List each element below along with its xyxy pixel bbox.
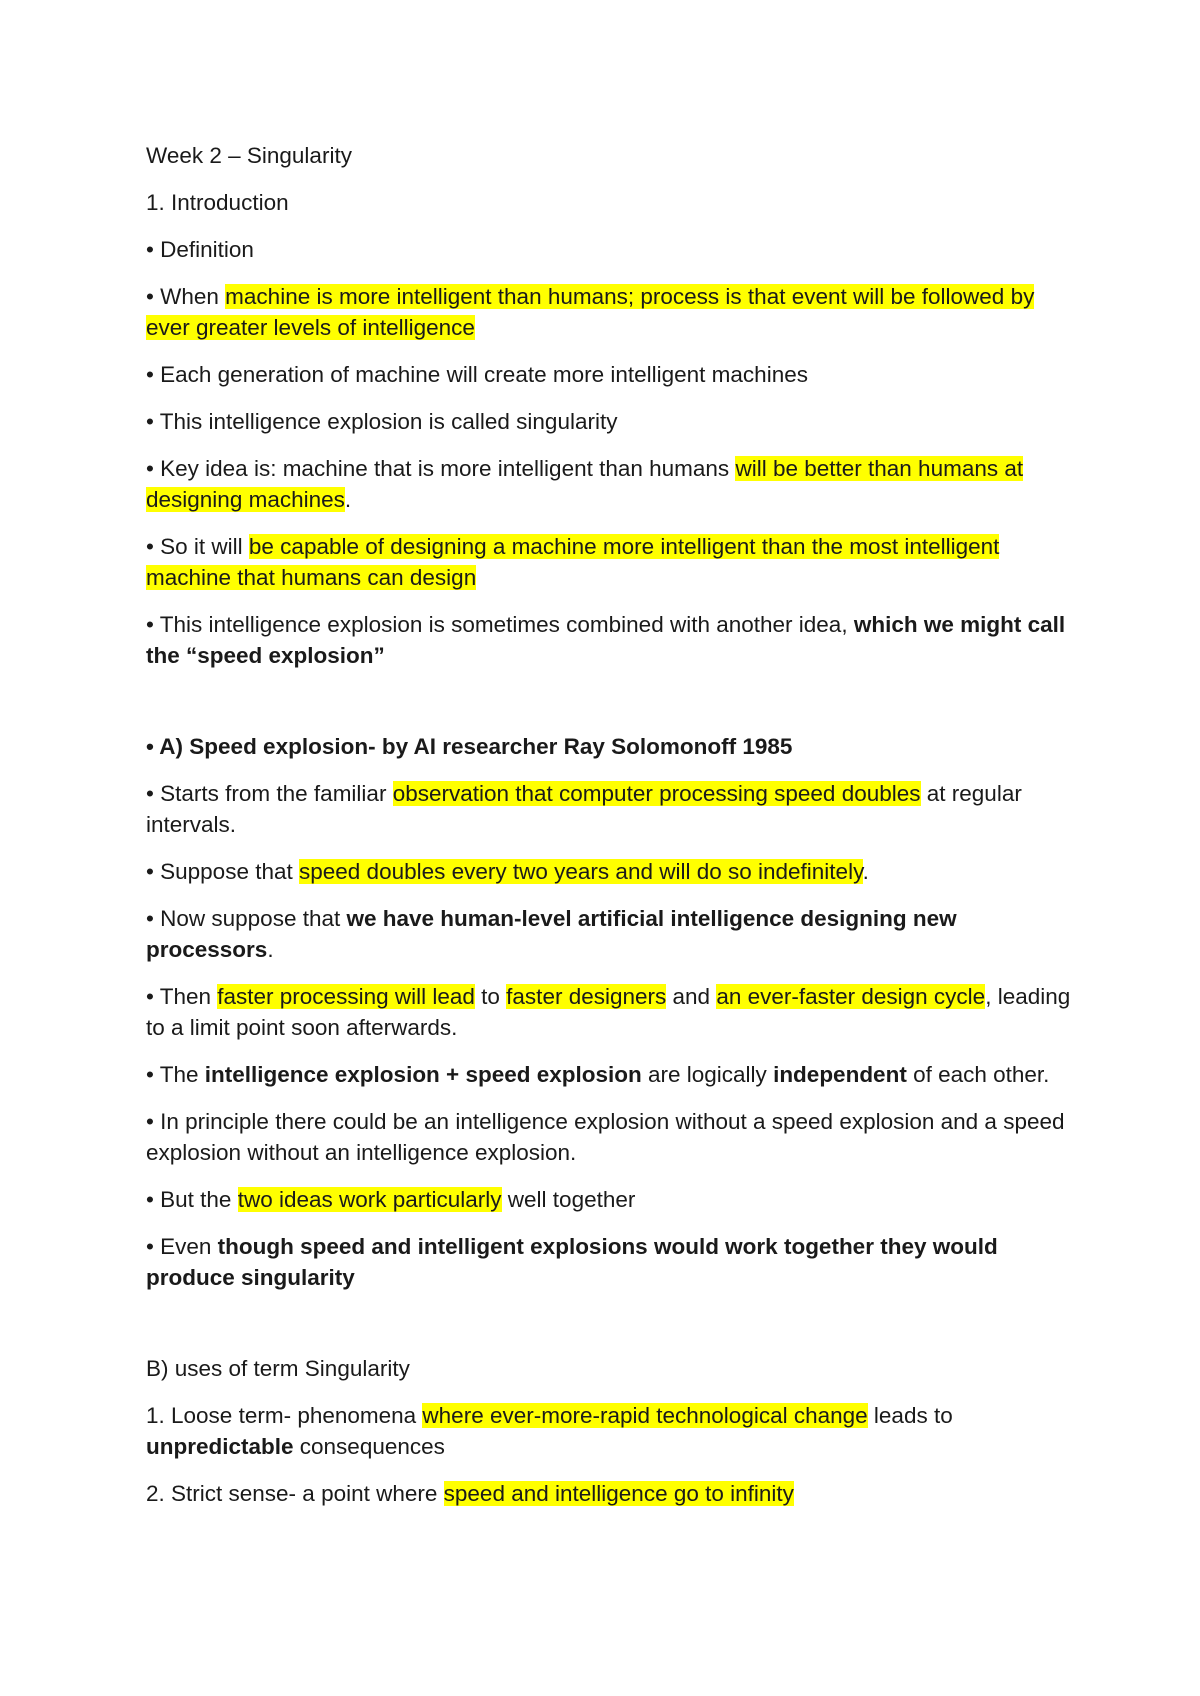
text-run: • Each generation of machine will create more intelligent machines xyxy=(146,362,808,387)
bold-text: we have human-level artificial intelligence designing new processors xyxy=(146,906,957,962)
document-paragraph xyxy=(146,406,1076,437)
document-paragraph xyxy=(146,531,1076,593)
text-run: • This intelligence explosion is called singularity xyxy=(146,409,618,434)
section-spacer xyxy=(146,1309,1076,1353)
document-paragraph xyxy=(146,1231,1076,1293)
document-title: Week 2 – Singularity xyxy=(146,143,352,168)
text-run: • But the xyxy=(146,1187,238,1212)
highlighted-text: where ever-more-rapid technological change xyxy=(422,1403,868,1428)
text-run: . xyxy=(344,487,352,512)
text-run: • Now suppose that xyxy=(146,906,347,931)
text-run: and xyxy=(666,984,717,1009)
highlighted-text: two ideas work particularly xyxy=(237,1187,502,1212)
document-paragraph xyxy=(146,281,1076,343)
text-run: • This intelligence explosion is sometimes combined with another idea, xyxy=(146,612,854,637)
document-paragraph xyxy=(146,359,1076,390)
bold-text: which we might call the “speed explosion” xyxy=(146,612,1066,668)
document-paragraph xyxy=(146,981,1076,1043)
text-run: 1. Loose term- phenomena xyxy=(146,1403,423,1428)
text-run: • Starts from the familiar xyxy=(146,781,393,806)
highlighted-text: an ever-faster design cycle xyxy=(716,984,986,1009)
document-paragraph xyxy=(146,903,1076,965)
highlighted-text: observation that computer processing speed doubles xyxy=(392,781,921,806)
text-run: B) uses of term Singularity xyxy=(146,1356,410,1381)
text-run: • Definition xyxy=(146,237,254,262)
text-run: leads to xyxy=(867,1403,953,1428)
text-run: to xyxy=(474,984,507,1009)
document-paragraph xyxy=(146,1400,1076,1462)
text-run: • When xyxy=(146,284,226,309)
text-run: , leading to a limit point soon afterwards. xyxy=(146,984,1071,1040)
bold-text: though speed and intelligent explosions would work together they would produce singularity xyxy=(146,1234,998,1290)
text-run: • Even xyxy=(146,1234,218,1259)
highlighted-text: faster designers xyxy=(506,984,667,1009)
highlighted-text: speed doubles every two years and will do so indefinitely xyxy=(299,859,863,884)
document-paragraph xyxy=(146,234,1076,265)
text-run: consequences xyxy=(293,1434,445,1459)
document-paragraph xyxy=(146,1106,1076,1168)
document-paragraph xyxy=(146,453,1076,515)
document-paragraph xyxy=(146,731,1076,762)
highlighted-text: be capable of designing a machine more intelligent than the most intelligent machine that humans can design xyxy=(146,534,1000,590)
text-run: • Suppose that xyxy=(146,859,299,884)
bold-text: intelligence explosion + speed explosion xyxy=(204,1062,642,1087)
text-run: 2. Strict sense- a point where xyxy=(146,1481,444,1506)
text-run: are logically xyxy=(641,1062,774,1087)
document-paragraph xyxy=(146,187,1076,218)
highlighted-text: faster processing will lead xyxy=(217,984,475,1009)
document-paragraph xyxy=(146,778,1076,840)
text-run: . xyxy=(862,859,869,884)
document-paragraph xyxy=(146,856,1076,887)
document-paragraph xyxy=(146,1353,1076,1384)
text-run: • Key idea is: machine that is more intelligent than humans xyxy=(146,456,736,481)
highlighted-text: speed and intelligence go to infinity xyxy=(443,1481,794,1506)
text-run: • Then xyxy=(146,984,218,1009)
text-run: of each other. xyxy=(906,1062,1050,1087)
highlighted-text: will be better than humans at designing machines xyxy=(146,456,1024,512)
document-paragraph xyxy=(146,609,1076,671)
document-paragraph xyxy=(146,1478,1076,1509)
text-run: . xyxy=(267,937,274,962)
text-run: • In principle there could be an intelligence explosion without a speed explosion and a speed explosion without an intelligence explosion. xyxy=(146,1109,1065,1165)
bold-text: • A) Speed explosion- by AI researcher Ray Solomonoff 1985 xyxy=(146,734,793,759)
text-run: 1. Introduction xyxy=(146,190,289,215)
text-run: • So it will xyxy=(146,534,249,559)
bold-text: unpredictable xyxy=(146,1434,294,1459)
text-run: • The xyxy=(146,1062,205,1087)
text-run: at regular intervals. xyxy=(146,781,1022,837)
text-run: well together xyxy=(501,1187,636,1212)
document-paragraph xyxy=(146,1059,1076,1090)
document-paragraph xyxy=(146,1184,1076,1215)
highlighted-text: machine is more intelligent than humans; process is that event will be followed by ever greater levels of intelligence xyxy=(146,284,1035,340)
document-body xyxy=(146,140,1076,1525)
section-spacer xyxy=(146,687,1076,731)
bold-text: independent xyxy=(773,1062,907,1087)
